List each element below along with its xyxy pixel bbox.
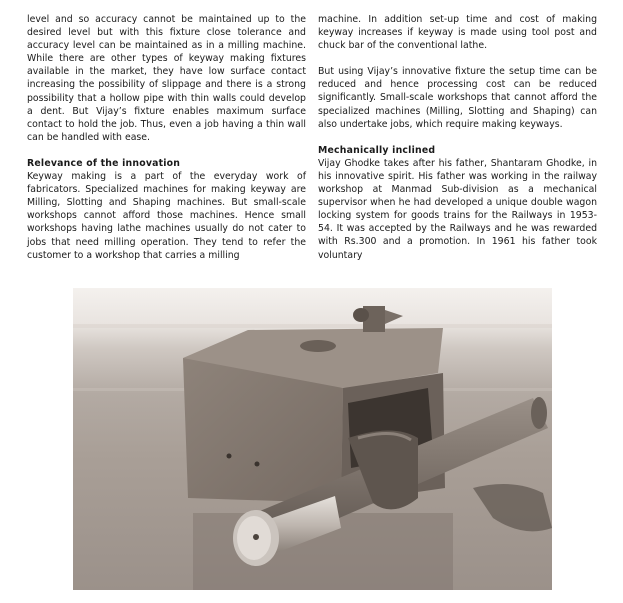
body-paragraph: Keyway making is a part of the everyday work of fabricators. Specialized machines for making keyway are Milling, Slotting and Shaping machines. But small-scale workshops cannot afford those machines. Hence small workshops having lathe machines usually do not cater to jobs that need milling operation. They tend to refer the customer to a workshop that carries a milling [27, 171, 306, 261]
section-heading-mechanically-inclined: Mechanically inclined [318, 144, 436, 156]
left-column [27, 13, 306, 262]
body-paragraph: Vijay Ghodke takes after his father, Shantaram Ghodke, in his innovative spirit. His father was working in the railway workshop at Manmad Sub-division as a mechanical supervisor when he had developed a unique double wagon locking system for goods trains for the Railways in 1953-54. It was accepted by the Railways and he was rewarded with Rs.300 and a promotion. In 1961 his father took voluntary [318, 157, 597, 261]
keyway-fixture-photo [73, 288, 552, 590]
section-heading-relevance: Relevance of the innovation [27, 157, 181, 169]
body-paragraph: machine. In addition set-up time and cost of making keyway increases if keyway is made using tool post and chuck bar of the conventional lathe. [318, 14, 597, 52]
body-paragraph: level and so accuracy cannot be maintained up to the desired level but with this fixture close tolerance and accuracy level can be maintained as in a milling machine. While there are other types of keyway making fixtures available in the market, they have low surface contact increasing the possibility of slippage and there is a strong possibility that a hollow pipe with thin walls could develop a dent. But Vijay’s fixture enables maximum surface contact to hold the job. Thus, even a job having a thin wall can be handled with ease. [27, 14, 306, 143]
right-column [318, 13, 597, 262]
body-paragraph: But using Vijay’s innovative fixture the setup time can be reduced and hence processing cost can be reduced significantly. Small-scale workshops that cannot afford the specialized machines (Milling, Slotting and Shaping) can also undertake jobs, which require making keyways. [318, 66, 597, 130]
